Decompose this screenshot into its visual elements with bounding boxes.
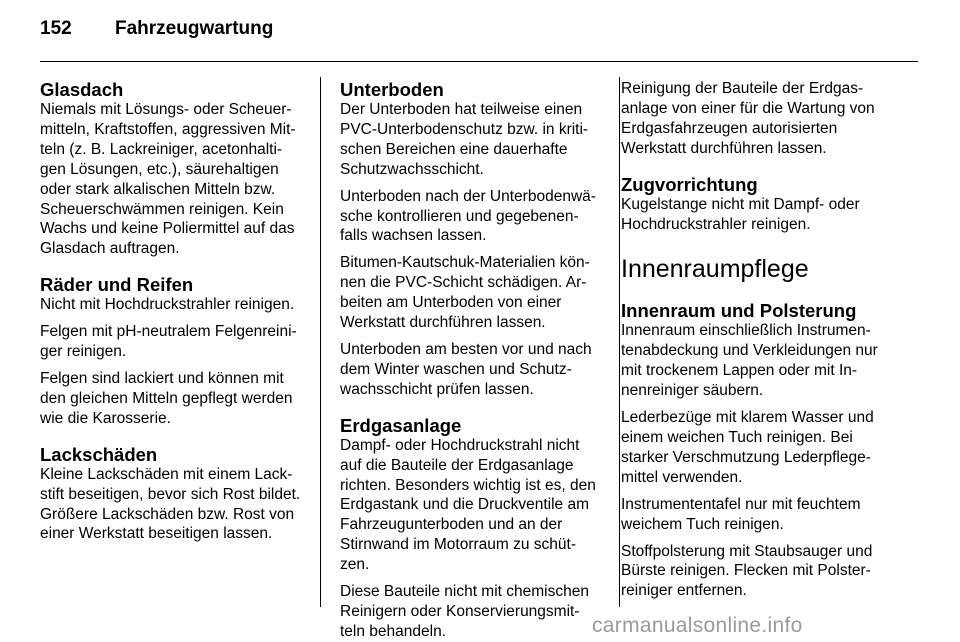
text-line: Scheuerschwämmen reinigen. Kein <box>40 200 284 218</box>
text-line: zen. <box>340 556 370 574</box>
text-line: teln behandeln. <box>340 622 447 640</box>
text-line: Kugelstange nicht mit Dampf- oder <box>621 195 860 213</box>
text-line: weichem Tuch reinigen. <box>621 515 784 533</box>
text-line: Kleine Lackschäden mit einem Lack- <box>40 465 293 483</box>
text-line: nen die PVC-Schicht schädigen. Ar- <box>340 274 587 292</box>
column-divider-2 <box>619 77 620 607</box>
paragraph <box>621 495 906 535</box>
text-line: Größere Lackschäden bzw. Rost von <box>40 505 295 523</box>
heading-innenraum-polsterung: Innenraum und Polsterung <box>621 300 857 322</box>
text-line: mittel verwenden. <box>621 468 743 486</box>
text-line: auf die Bauteile der Erdgasanlage <box>340 456 574 474</box>
chapter-title: Fahrzeugwartung <box>115 18 274 39</box>
text-line: PVC-Unterbodenschutz bzw. in kriti- <box>340 120 589 138</box>
text-line: dem Winter waschen und Schutz- <box>340 360 572 378</box>
paragraph <box>340 187 607 247</box>
text-line: Hochdruckstrahler reinigen. <box>621 215 811 233</box>
text-line: Reinigung der Bauteile der Erdgas- <box>621 80 864 97</box>
paragraph <box>40 100 305 259</box>
text-line: reiniger entfernen. <box>621 582 747 600</box>
paragraph <box>340 436 607 575</box>
text-line: Der Unterboden hat teilweise einen <box>340 101 583 118</box>
text-line: Fahrzeugunterboden und an der <box>340 516 563 534</box>
heading-unterboden: Unterboden <box>340 79 444 100</box>
text-line: einem weichen Tuch reinigen. Bei <box>621 428 853 446</box>
text-line: einer Werkstatt beseitigen lassen. <box>40 525 273 543</box>
text-line: Niemals mit Lösungs- oder Scheuer- <box>40 101 292 118</box>
text-line: Bürste reinigen. Flecken mit Polster- <box>621 562 871 580</box>
text-line: Schutzwachsschicht. <box>340 160 484 178</box>
paragraph <box>621 195 906 235</box>
text-line: Stoffpolsterung mit Staubsauger und <box>621 542 873 560</box>
paragraph <box>40 369 305 429</box>
text-line: teln (z. B. Lackreiniger, acetonhalti- <box>40 140 283 158</box>
column-1 <box>40 79 305 544</box>
text-line: Reinigern oder Konservierungsmit- <box>340 602 580 620</box>
text-line: Werkstatt durchführen lassen. <box>340 314 546 332</box>
paragraph <box>340 582 607 642</box>
section-title-innenraumpflege: Innenraumpflege <box>621 255 809 284</box>
heading-raeder-reifen: Räder und Reifen <box>40 274 194 296</box>
column-divider-1 <box>320 77 321 607</box>
text-line: Erdgasfahrzeugen autorisierten <box>621 119 838 137</box>
heading-lackschaeden: Lackschäden <box>40 443 158 465</box>
text-line: Stirnwand im Motorraum zu schüt- <box>340 536 577 554</box>
text-line: anlage von einer für die Wartung von <box>621 99 875 117</box>
text-line: Felgen sind lackiert und können mit <box>40 369 284 387</box>
text-line: mitteln, Kraftstoffen, aggressiven Mit- <box>40 120 296 138</box>
watermark: carmanualsonline.info <box>592 614 803 637</box>
text-line: Instrumententafel nur mit feuchtem <box>621 495 861 513</box>
text-line: stift beseitigen, bevor sich Rost bildet. <box>40 485 301 503</box>
heading-glasdach: Glasdach <box>40 79 124 100</box>
text-line: Wachs und keine Poliermittel auf das <box>40 220 295 238</box>
paragraph <box>340 340 607 400</box>
text-line: sche kontrollieren und gegebenen- <box>340 207 579 225</box>
text-line: falls wachsen lassen. <box>340 227 487 245</box>
paragraph <box>621 408 906 488</box>
heading-erdgasanlage: Erdgasanlage <box>340 414 462 436</box>
text-line: Unterboden nach der Unterbodenwä- <box>340 187 596 205</box>
paragraph <box>40 295 305 315</box>
paragraph <box>340 253 607 333</box>
column-3 <box>621 79 906 601</box>
text-line: Werkstatt durchführen lassen. <box>621 139 827 157</box>
text-line: tenabdeckung und Verkleidungen nur <box>621 342 878 360</box>
text-line: beiten am Unterboden von einer <box>340 294 562 312</box>
text-line: nenreiniger säubern. <box>621 382 764 400</box>
text-line: Bitumen-Kautschuk-Materialien kön- <box>340 254 590 272</box>
text-line: Nicht mit Hochdruckstrahler reinigen. <box>40 296 295 314</box>
text-line: Diese Bauteile nicht mit chemischen <box>340 583 589 601</box>
column-2 <box>340 79 607 642</box>
heading-zugvorrichtung: Zugvorrichtung <box>621 173 758 195</box>
text-line: Lederbezüge mit klarem Wasser und <box>621 409 874 427</box>
paragraph <box>40 322 305 362</box>
paragraph <box>621 542 906 602</box>
text-line: starker Verschmutzung Lederpflege- <box>621 448 871 466</box>
text-line: wachsschicht prüfen lassen. <box>340 380 534 398</box>
text-line: Felgen mit pH-neutralem Felgenreini- <box>40 323 297 341</box>
paragraph <box>621 321 906 401</box>
text-line: Glasdach auftragen. <box>40 240 180 258</box>
text-line: Erdgastank und die Druckventile am <box>340 496 589 514</box>
text-line: Innenraum einschließlich Instrumen- <box>621 322 871 340</box>
text-line: Unterboden am besten vor und nach <box>340 340 592 358</box>
header-rule <box>40 61 918 62</box>
text-line: richten. Besonders wichtig ist es, den <box>340 476 596 494</box>
text-line: gen Lösungen, etc.), säurehaltigen <box>40 160 279 178</box>
text-line: schen Bereichen eine dauerhafte <box>340 140 568 158</box>
paragraph <box>340 100 607 180</box>
text-line: Dampf- oder Hochdruckstrahl nicht <box>340 436 580 454</box>
text-line: oder stark alkalischen Mitteln bzw. <box>40 180 276 198</box>
paragraph <box>621 79 906 159</box>
paragraph <box>40 465 305 545</box>
text-line: mit trockenem Lappen oder mit In- <box>621 362 858 380</box>
text-line: ger reinigen. <box>40 343 127 361</box>
text-line: den gleichen Mitteln gepflegt werden <box>40 389 293 407</box>
text-line: wie die Karosserie. <box>40 409 171 427</box>
page-number: 152 <box>40 18 72 39</box>
